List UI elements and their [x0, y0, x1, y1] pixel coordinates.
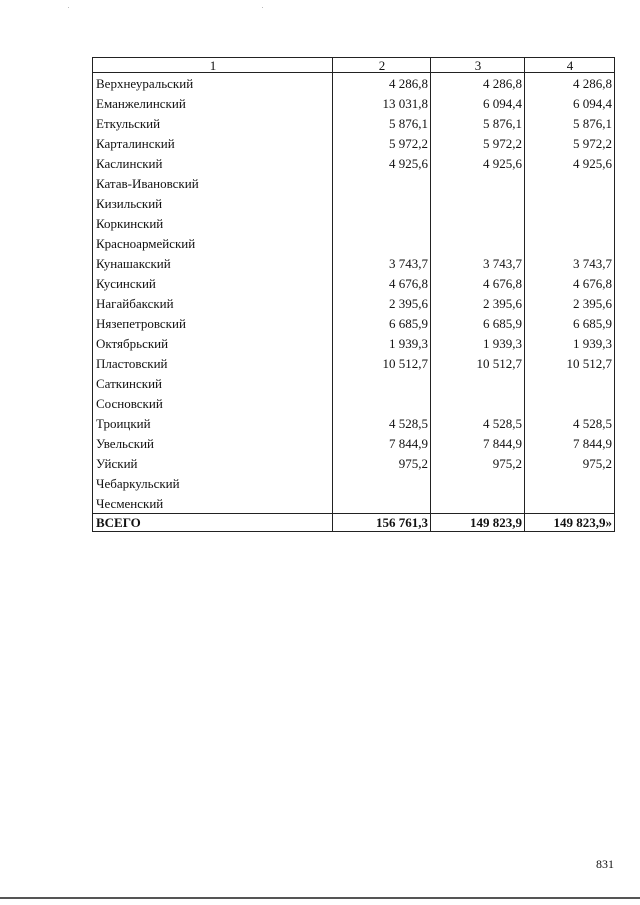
- value-col3: 4 286,8: [431, 73, 525, 94]
- table-row: [93, 213, 615, 233]
- district-name: Еманжелинский: [93, 93, 333, 113]
- value-col3: [431, 193, 525, 213]
- total-row: [93, 514, 615, 532]
- table-row: [93, 373, 615, 393]
- value-col3: [431, 233, 525, 253]
- value-col3: [431, 173, 525, 193]
- value-col4: 1 939,3: [525, 333, 615, 353]
- district-name: Увельский: [93, 433, 333, 453]
- table-row: [93, 113, 615, 133]
- value-col2: [333, 233, 431, 253]
- budget-table: [92, 57, 615, 532]
- table-row: [93, 353, 615, 373]
- table-row: [93, 93, 615, 113]
- value-col3: 10 512,7: [431, 353, 525, 373]
- value-col4: 2 395,6: [525, 293, 615, 313]
- value-col3: 7 844,9: [431, 433, 525, 453]
- value-col4: 5 972,2: [525, 133, 615, 153]
- value-col4: 3 743,7: [525, 253, 615, 273]
- value-col3: [431, 393, 525, 413]
- value-col2: 2 395,6: [333, 293, 431, 313]
- district-name: Карталинский: [93, 133, 333, 153]
- district-name: Уйский: [93, 453, 333, 473]
- value-col4: 4 528,5: [525, 413, 615, 433]
- total-value-col2: 156 761,3: [333, 514, 431, 532]
- value-col3: 6 685,9: [431, 313, 525, 333]
- footer-rule: [0, 897, 640, 899]
- district-name: Катав-Ивановский: [93, 173, 333, 193]
- value-col2: [333, 173, 431, 193]
- district-name: Нагайбакский: [93, 293, 333, 313]
- value-col4: 5 876,1: [525, 113, 615, 133]
- table-row: [93, 473, 615, 493]
- value-col2: 975,2: [333, 453, 431, 473]
- value-col3: 2 395,6: [431, 293, 525, 313]
- district-name: Красноармейский: [93, 233, 333, 253]
- page-number: 831: [596, 857, 614, 871]
- table-row: [93, 273, 615, 293]
- value-col2: [333, 393, 431, 413]
- value-col2: [333, 193, 431, 213]
- total-value-col3: 149 823,9: [431, 514, 525, 532]
- value-col3: 975,2: [431, 453, 525, 473]
- district-name: Чебаркульский: [93, 473, 333, 493]
- value-col2: 4 925,6: [333, 153, 431, 173]
- total-label: ВСЕГО: [93, 514, 333, 532]
- value-col4: [525, 473, 615, 493]
- value-col4: 6 094,4: [525, 93, 615, 113]
- district-name: Верхнеуральский: [93, 73, 333, 94]
- value-col3: 3 743,7: [431, 253, 525, 273]
- table-row: [93, 193, 615, 213]
- value-col4: 10 512,7: [525, 353, 615, 373]
- value-col2: 1 939,3: [333, 333, 431, 353]
- table-row: [93, 393, 615, 413]
- value-col4: [525, 373, 615, 393]
- table-body: [93, 73, 615, 514]
- value-col2: 4 676,8: [333, 273, 431, 293]
- district-name: Кизильский: [93, 193, 333, 213]
- district-name: Сосновский: [93, 393, 333, 413]
- district-name: Нязепетровский: [93, 313, 333, 333]
- table-row: [93, 493, 615, 514]
- value-col4: 7 844,9: [525, 433, 615, 453]
- column-header-3: 3: [431, 58, 525, 73]
- value-col2: 6 685,9: [333, 313, 431, 333]
- table-row: [93, 433, 615, 453]
- table-row: [93, 133, 615, 153]
- value-col2: 13 031,8: [333, 93, 431, 113]
- table-header: [93, 58, 615, 73]
- district-name: Кунашакский: [93, 253, 333, 273]
- value-col2: [333, 373, 431, 393]
- table-row: [93, 233, 615, 253]
- district-name: Чесменский: [93, 493, 333, 514]
- value-col4: [525, 393, 615, 413]
- value-col3: 1 939,3: [431, 333, 525, 353]
- value-col3: [431, 373, 525, 393]
- table-row: [93, 313, 615, 333]
- value-col4: 4 925,6: [525, 153, 615, 173]
- value-col2: [333, 213, 431, 233]
- value-col3: [431, 473, 525, 493]
- column-header-2: 2: [333, 58, 431, 73]
- value-col4: 6 685,9: [525, 313, 615, 333]
- value-col2: 5 972,2: [333, 133, 431, 153]
- table-row: [93, 453, 615, 473]
- table-row: [93, 293, 615, 313]
- value-col2: [333, 473, 431, 493]
- district-name: Саткинский: [93, 373, 333, 393]
- value-col3: 6 094,4: [431, 93, 525, 113]
- district-name: Еткульский: [93, 113, 333, 133]
- header-row: [93, 58, 615, 73]
- district-name: Пластовский: [93, 353, 333, 373]
- district-name: Коркинский: [93, 213, 333, 233]
- value-col2: 4 528,5: [333, 413, 431, 433]
- scan-speck: [262, 7, 263, 8]
- value-col4: [525, 213, 615, 233]
- district-name: Октябрьский: [93, 333, 333, 353]
- value-col4: 4 676,8: [525, 273, 615, 293]
- district-name: Каслинский: [93, 153, 333, 173]
- table-row: [93, 333, 615, 353]
- value-col2: [333, 493, 431, 514]
- value-col3: 4 925,6: [431, 153, 525, 173]
- value-col3: 5 876,1: [431, 113, 525, 133]
- value-col3: 4 676,8: [431, 273, 525, 293]
- value-col3: [431, 213, 525, 233]
- value-col2: 5 876,1: [333, 113, 431, 133]
- scan-speck: [68, 7, 69, 8]
- value-col2: 10 512,7: [333, 353, 431, 373]
- value-col4: 975,2: [525, 453, 615, 473]
- value-col4: [525, 173, 615, 193]
- table-row: [93, 73, 615, 94]
- district-name: Троицкий: [93, 413, 333, 433]
- value-col4: [525, 493, 615, 514]
- table-row: [93, 173, 615, 193]
- value-col4: 4 286,8: [525, 73, 615, 94]
- value-col2: 4 286,8: [333, 73, 431, 94]
- total-value-col4: 149 823,9»: [525, 514, 615, 532]
- column-header-1: 1: [93, 58, 333, 73]
- value-col3: 5 972,2: [431, 133, 525, 153]
- value-col4: [525, 193, 615, 213]
- table-row: [93, 413, 615, 433]
- column-header-4: 4: [525, 58, 615, 73]
- value-col3: [431, 493, 525, 514]
- value-col3: 4 528,5: [431, 413, 525, 433]
- value-col4: [525, 233, 615, 253]
- table-row: [93, 153, 615, 173]
- table-row: [93, 253, 615, 273]
- district-name: Кусинский: [93, 273, 333, 293]
- value-col2: 3 743,7: [333, 253, 431, 273]
- value-col2: 7 844,9: [333, 433, 431, 453]
